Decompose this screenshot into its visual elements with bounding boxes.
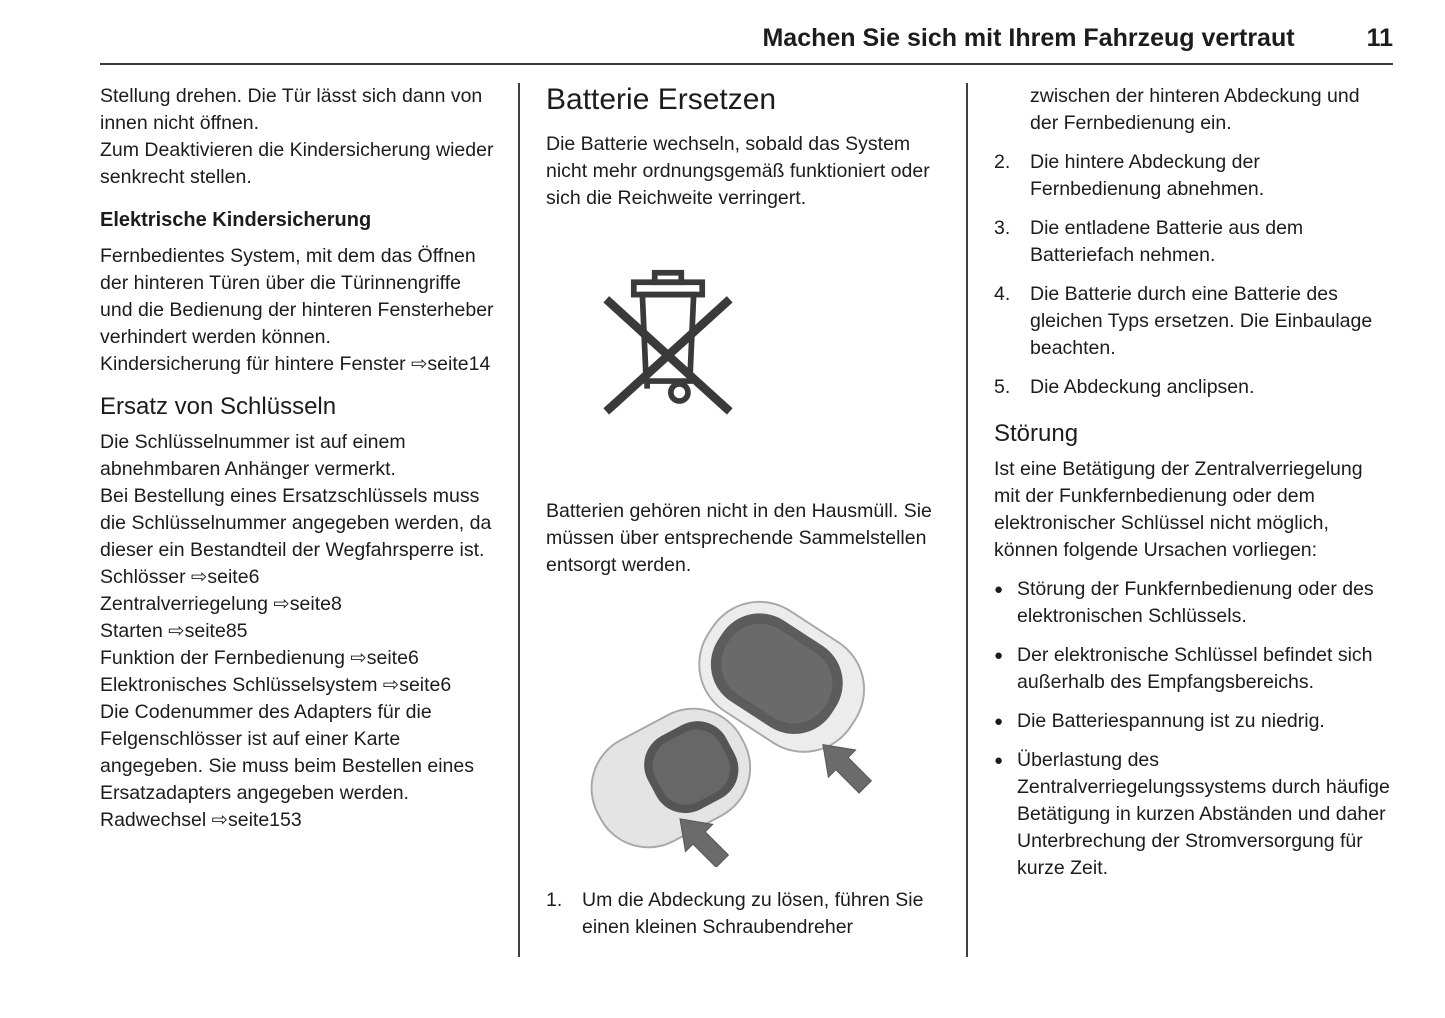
paragraph-battery-disposal: Batterien gehören nicht in den Hausmüll. Sie müssen über entsprechende Sammelstellen entsorgt werden.	[546, 500, 932, 576]
reference-link-locks[interactable]: Schlösser ⇨seite6	[100, 566, 260, 588]
bullet-icon: ●	[994, 581, 1004, 598]
numbered-step-1	[546, 887, 940, 941]
numbered-step-2	[994, 149, 1393, 203]
step-text: Die Batterie durch eine Batterie des gleichen Typs ersetzen. Die Einbaulage beachten.	[1030, 283, 1373, 359]
step-text: Die Abdeckung anclipsen.	[1030, 376, 1255, 398]
right-column	[966, 83, 1393, 957]
reference-link-central-locking[interactable]: Zentralverriegelung ⇨seite8	[100, 593, 342, 615]
middle-column	[518, 83, 966, 957]
paragraph-fault-intro: Ist eine Betätigung der Zentralverriegelung mit der Funkfernbedienung oder dem elektronischer Schlüssel nicht möglich, können folgende Ursachen vorliegen:	[994, 458, 1363, 561]
paragraph-key-number-tag: Die Schlüsselnummer ist auf einem abnehmbaren Anhänger vermerkt.	[100, 431, 406, 480]
paragraph-electric-child-lock-body: Fernbedientes System, mit dem das Öffnen der hinteren Türen über die Türinnengriffe und die Bedienung der hinteren Fensterheber verhindert werden können.	[100, 245, 494, 348]
step-1-continuation: zwischen der hinteren Abdeckung und der Fernbedienung ein.	[1030, 85, 1360, 134]
step-text: Die entladene Batterie aus dem Batteriefach nehmen.	[1030, 217, 1304, 266]
step-number: 1.	[546, 889, 563, 911]
fault-cause-text: Die Batteriespannung ist zu niedrig.	[1017, 710, 1325, 732]
bullet-icon: ●	[994, 713, 1004, 730]
fault-cause-item	[994, 642, 1393, 696]
battery-disposal-figure	[592, 268, 744, 428]
numbered-step-5	[994, 374, 1393, 401]
reference-link-starting[interactable]: Starten ⇨seite85	[100, 620, 248, 642]
paragraph-adapter-code: Die Codenummer des Adapters für die Felgenschlösser ist auf einer Karte angegeben. Sie muss beim Bestellen eines Ersatzadapters angegeben werden.	[100, 701, 474, 804]
step-text: Die hintere Abdeckung der Fernbedienung abnehmen.	[1030, 151, 1265, 200]
paragraph-key-number-order: Bei Bestellung eines Ersatzschlüssels muss die Schlüsselnummer angegeben werden, da dieser ein Bestandteil der Wegfahrsperre ist.	[100, 485, 492, 561]
paragraph-battery-replace-intro: Die Batterie wechseln, sobald das System nicht mehr ordnungsgemäß funktioniert oder sich die Reichweite verringert.	[546, 133, 930, 209]
remote-key-figure	[560, 587, 902, 875]
paragraph-door-lock: Stellung drehen. Die Tür lässt sich dann von innen nicht öffnen.	[100, 85, 483, 134]
page-number: 11	[1366, 24, 1393, 52]
fault-cause-item	[994, 576, 1393, 630]
chapter-title: Machen Sie sich mit Ihrem Fahrzeug vertraut	[762, 24, 1295, 52]
fault-cause-text: Überlastung des Zentralverriegelungssystems durch häufige Betätigung in kurzen Abständen und daher Unterbrechung der Stromversorgung für kurze Zeit.	[1017, 749, 1390, 879]
paragraph-deactivate-child-lock: Zum Deaktivieren die Kindersicherung wieder senkrecht stellen.	[100, 139, 494, 188]
fault-cause-text: Störung der Funkfernbedienung oder des elektronischen Schlüssels.	[1017, 578, 1374, 627]
fault-cause-item	[994, 747, 1393, 882]
bullet-icon: ●	[994, 647, 1004, 664]
page-header	[100, 24, 1393, 65]
fault-cause-text: Der elektronische Schlüssel befindet sich außerhalb des Empfangsbereichs.	[1017, 644, 1373, 693]
step-number: 2.	[994, 151, 1011, 173]
reference-link-rear-window-child-lock[interactable]: Kindersicherung für hintere Fenster ⇨seite14	[100, 353, 491, 375]
section-heading-fault: Störung	[994, 420, 1079, 447]
remote-key-image	[560, 587, 902, 867]
numbered-step-4	[994, 281, 1393, 362]
subheading-electric-child-lock: Elektrische Kindersicherung	[100, 209, 372, 231]
bullet-icon: ●	[994, 752, 1004, 769]
content-columns	[100, 65, 1393, 957]
step-text: Um die Abdeckung zu lösen, führen Sie einen kleinen Schraubendreher	[582, 889, 924, 938]
fault-cause-item	[994, 708, 1393, 735]
numbered-step-3	[994, 215, 1393, 269]
step-number: 4.	[994, 283, 1011, 305]
reference-link-wheel-change[interactable]: Radwechsel ⇨seite153	[100, 809, 302, 831]
crossed-out-wheeled-bin-icon	[592, 268, 744, 420]
reference-link-remote-function[interactable]: Funktion der Fernbedienung ⇨seite6	[100, 647, 419, 669]
reference-link-electronic-key-system[interactable]: Elektronisches Schlüsselsystem ⇨seite6	[100, 674, 452, 696]
step-number: 5.	[994, 376, 1011, 398]
left-column	[100, 83, 518, 957]
step-number: 3.	[994, 217, 1011, 239]
section-heading-battery-replacement: Batterie Ersetzen	[546, 83, 777, 116]
section-heading-key-replacement: Ersatz von Schlüsseln	[100, 393, 337, 420]
